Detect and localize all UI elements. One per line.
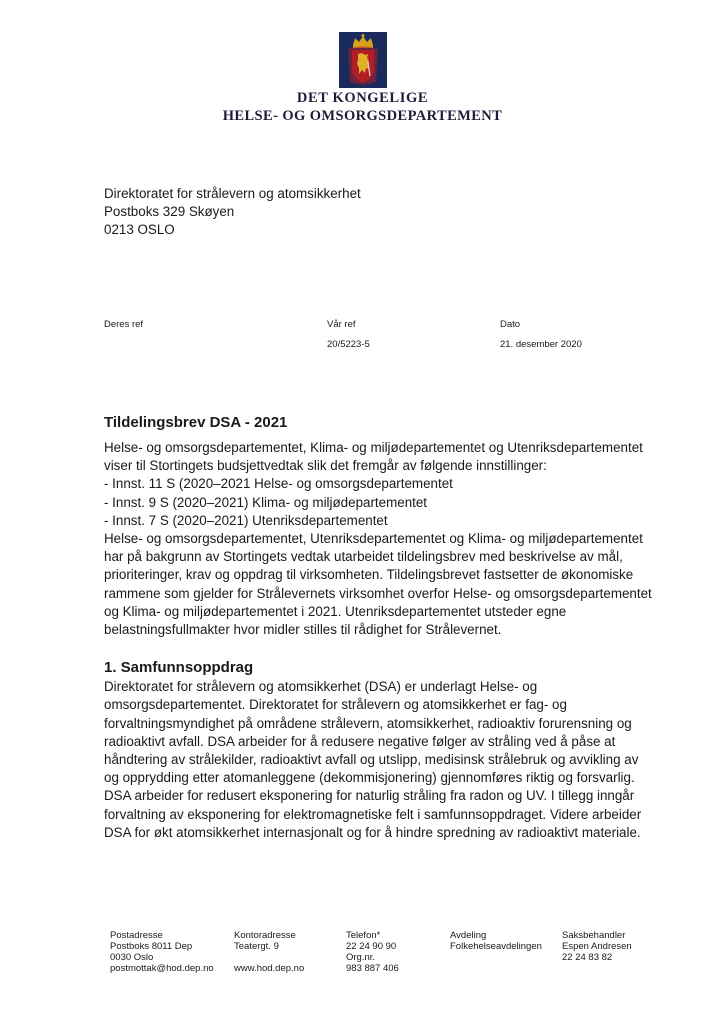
footer-saksbehandler-phone: 22 24 83 82 <box>562 952 613 963</box>
text-line: håndtering av strålekilder, radioaktivt avfall og utslipp, medisinsk strålebruk og avvikling av <box>104 752 639 768</box>
footer-orgnr-value: 983 887 406 <box>346 963 399 974</box>
footer-avdeling <box>450 930 542 952</box>
text-line: - Innst. 11 S (2020–2021 Helse- og omsorgsdepartementet <box>104 476 453 492</box>
date-label: Dato <box>500 319 521 330</box>
text-line: prioriteringer, krav og oppdrag til virksomheten. Tildelingsbrevet fastsetter de økonomiske <box>104 567 634 583</box>
deres-ref-label: Deres ref <box>104 319 144 330</box>
text-line: - Innst. 9 S (2020–2021) Klima- og miljødepartementet <box>104 494 428 510</box>
intro-paragraph <box>104 439 664 639</box>
footer-telefon <box>346 930 399 974</box>
var-ref <box>327 319 370 350</box>
text-line: Helse- og omsorgsdepartementet, Utenriksdepartementet og Klima- og miljødepartementet <box>104 531 643 547</box>
footer-postadresse-city: 0030 Oslo <box>110 952 154 963</box>
royal-coat-of-arms-icon <box>339 32 387 88</box>
footer-saksbehandler-name: Espen Andresen <box>562 941 632 952</box>
footer-kontoradresse-blank <box>234 952 304 963</box>
footer-kontoradresse <box>234 930 304 974</box>
footer-kontoradresse-street: Teatergt. 9 <box>234 941 279 952</box>
text-line: belastningsfullmakter hvor midler stilles til rådighet for Strålevernet. <box>104 622 502 638</box>
footer-postadresse-street: Postboks 8011 Dep <box>110 941 193 952</box>
samfunnsoppdrag-paragraph <box>104 678 664 842</box>
text-line: og Klima- og miljødepartementet i 2021. Utenriksdepartementet utsteder egne <box>104 603 567 619</box>
var-ref-value: 20/5223-5 <box>327 339 370 350</box>
date <box>500 319 582 350</box>
logo-line-2: HELSE- OG OMSORGSDEPARTEMENT <box>222 107 503 124</box>
footer-postadresse-label: Postadresse <box>110 930 163 941</box>
footer-saksbehandler <box>562 930 632 963</box>
footer-email-link[interactable]: postmottak@hod.dep.no <box>110 963 214 974</box>
deres-ref <box>104 319 143 339</box>
text-line: DSA arbeider for redusert eksponering for naturlig stråling fra radon og UV. I tillegg inngår <box>104 788 635 804</box>
footer-kontoradresse-label: Kontoradresse <box>234 930 296 941</box>
ministry-logo <box>0 32 725 123</box>
var-ref-label: Vår ref <box>327 319 356 330</box>
recipient-name: Direktoratet for strålevern og atomsikkerhet <box>104 186 361 201</box>
text-line: Direktoratet for strålevern og atomsikkerhet (DSA) er underlagt Helse- og <box>104 679 538 695</box>
section-heading-samfunnsoppdrag: 1. Samfunnsoppdrag <box>104 659 254 677</box>
text-line: radioaktivt avfall. DSA arbeider for å redusere negative følger av stråling ved å påse at <box>104 733 616 749</box>
text-line: viser til Stortingets budsjettvedtak slik det fremgår av følgende innstillinger: <box>104 458 547 474</box>
reference-block <box>104 319 664 359</box>
footer-telefon-label: Telefon* <box>346 930 381 941</box>
text-line: omsorgsdepartementet. Direktoratet for strålevern og atomsikkerhet er fag- og <box>104 697 567 713</box>
footer-telefon-number: 22 24 90 90 <box>346 941 397 952</box>
text-line: rammene som gjelder for Strålevernets virksomhet overfor Helse- og omsorgsdepartementet <box>104 585 652 601</box>
recipient-street: Postboks 329 Skøyen <box>104 204 235 219</box>
logo-line-1: DET KONGELIGE <box>296 90 429 106</box>
text-line: og opprydding etter atomanleggene (dekommisjonering) gjennomføres riktig og forsvarlig. <box>104 770 635 786</box>
text-line: - Innst. 7 S (2020–2021) Utenriksdepartementet <box>104 512 388 528</box>
date-value: 21. desember 2020 <box>500 339 582 350</box>
document-title: Tildelingsbrev DSA - 2021 <box>104 414 288 431</box>
text-line: har på bakgrunn av Stortingets vedtak utarbeidet tildelingsbrev med beskrivelse av mål, <box>104 549 623 565</box>
recipient-postcode-city: 0213 OSLO <box>104 222 175 237</box>
text-line: Helse- og omsorgsdepartementet, Klima- og miljødepartementet og Utenriksdepartementet <box>104 440 643 455</box>
footer-website-link[interactable]: www.hod.dep.no <box>234 963 305 974</box>
text-line: forvaltningsmyndighet på områdene strålevern, atomsikkerhet, radioaktiv forurensning og <box>104 715 632 731</box>
footer-saksbehandler-label: Saksbehandler <box>562 930 626 941</box>
letter-body <box>104 414 664 842</box>
recipient-address <box>104 185 361 239</box>
footer-avdeling-value: Folkehelseavdelingen <box>450 941 542 952</box>
footer-orgnr-label: Org.nr. <box>346 952 376 963</box>
text-line: forvaltning av eksponering for elektromagnetiske felt i samfunnsoppdraget. Videre arbeider <box>104 806 642 822</box>
text-line: DSA for økt atomsikkerhet internasjonalt og for å hindre spredning av radioaktivt materiale. <box>104 824 641 840</box>
footer-avdeling-label: Avdeling <box>450 930 487 941</box>
footer-postadresse <box>110 930 214 974</box>
